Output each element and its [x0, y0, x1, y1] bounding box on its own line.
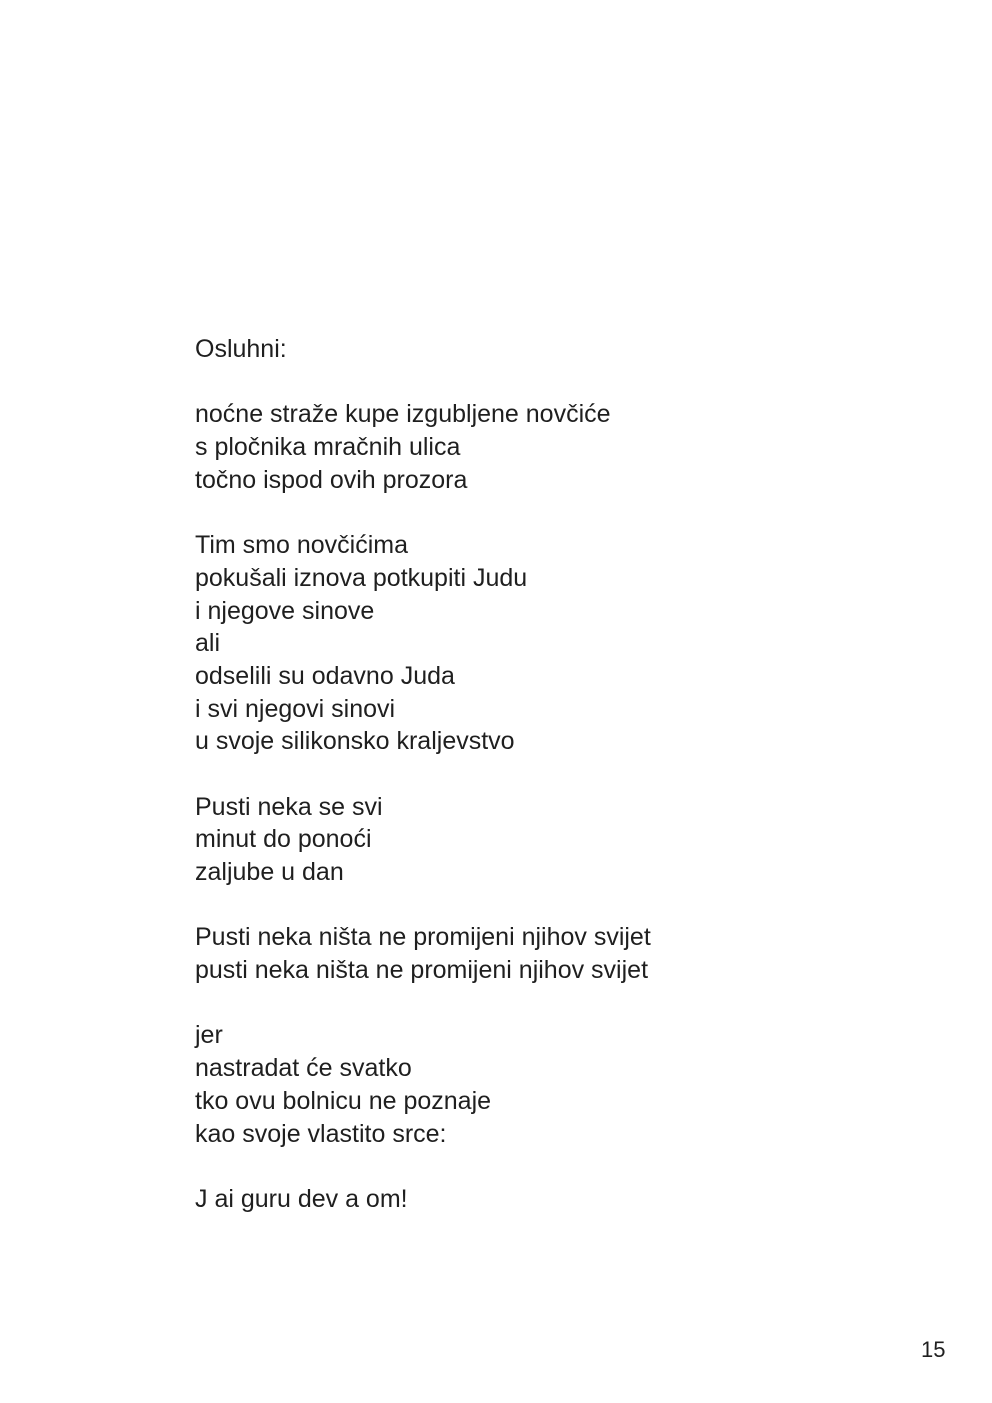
poem-line: jer	[195, 1021, 223, 1050]
stanza-gap	[195, 987, 895, 1020]
poem-line: kao svoje vlastito srce:	[195, 1119, 447, 1148]
stanza-2	[195, 529, 895, 758]
poem-line: Tim smo novčićima	[195, 531, 408, 560]
poem-line: J ai guru dev a om!	[195, 1184, 408, 1213]
stanza-4	[195, 921, 895, 986]
poem	[195, 333, 895, 1216]
poem-line: i njegove sinove	[195, 596, 375, 625]
poem-line: tko ovu bolnicu ne poznaje	[195, 1086, 492, 1115]
stanza-gap	[195, 1150, 895, 1183]
poem-heading: Osluhni:	[195, 335, 287, 363]
stanza-3	[195, 791, 895, 889]
stanza-5	[195, 1019, 895, 1150]
poem-line: Pusti neka se svi	[195, 792, 383, 821]
stanza-6	[195, 1183, 895, 1216]
poem-line: pokušali iznova potkupiti Judu	[195, 563, 528, 592]
poem-line: Pusti neka ništa ne promijeni njihov svijet	[195, 923, 651, 952]
poem-line: pusti neka ništa ne promijeni njihov svijet	[195, 956, 649, 985]
stanza-gap	[195, 366, 895, 399]
poem-line: odselili su odavno Juda	[195, 661, 455, 690]
poem-line: nastradat će svatko	[195, 1054, 412, 1083]
stanza-1	[195, 398, 895, 496]
poem-line: minut do ponoći	[195, 825, 372, 854]
stanza-gap	[195, 758, 895, 791]
stanza-gap	[195, 889, 895, 922]
poem-line: i svi njegovi sinovi	[195, 694, 396, 723]
page-number: 15	[921, 1337, 946, 1362]
poem-line: u svoje silikonsko kraljevstvo	[195, 727, 515, 756]
poem-line: zaljube u dan	[195, 858, 344, 886]
poem-line: točno ispod ovih prozora	[195, 465, 468, 494]
stanza-gap	[195, 496, 895, 529]
poem-line: noćne straže kupe izgubljene novčiće	[195, 400, 611, 429]
poem-line: s pločnika mračnih ulica	[195, 433, 461, 462]
poem-line: ali	[195, 629, 221, 658]
